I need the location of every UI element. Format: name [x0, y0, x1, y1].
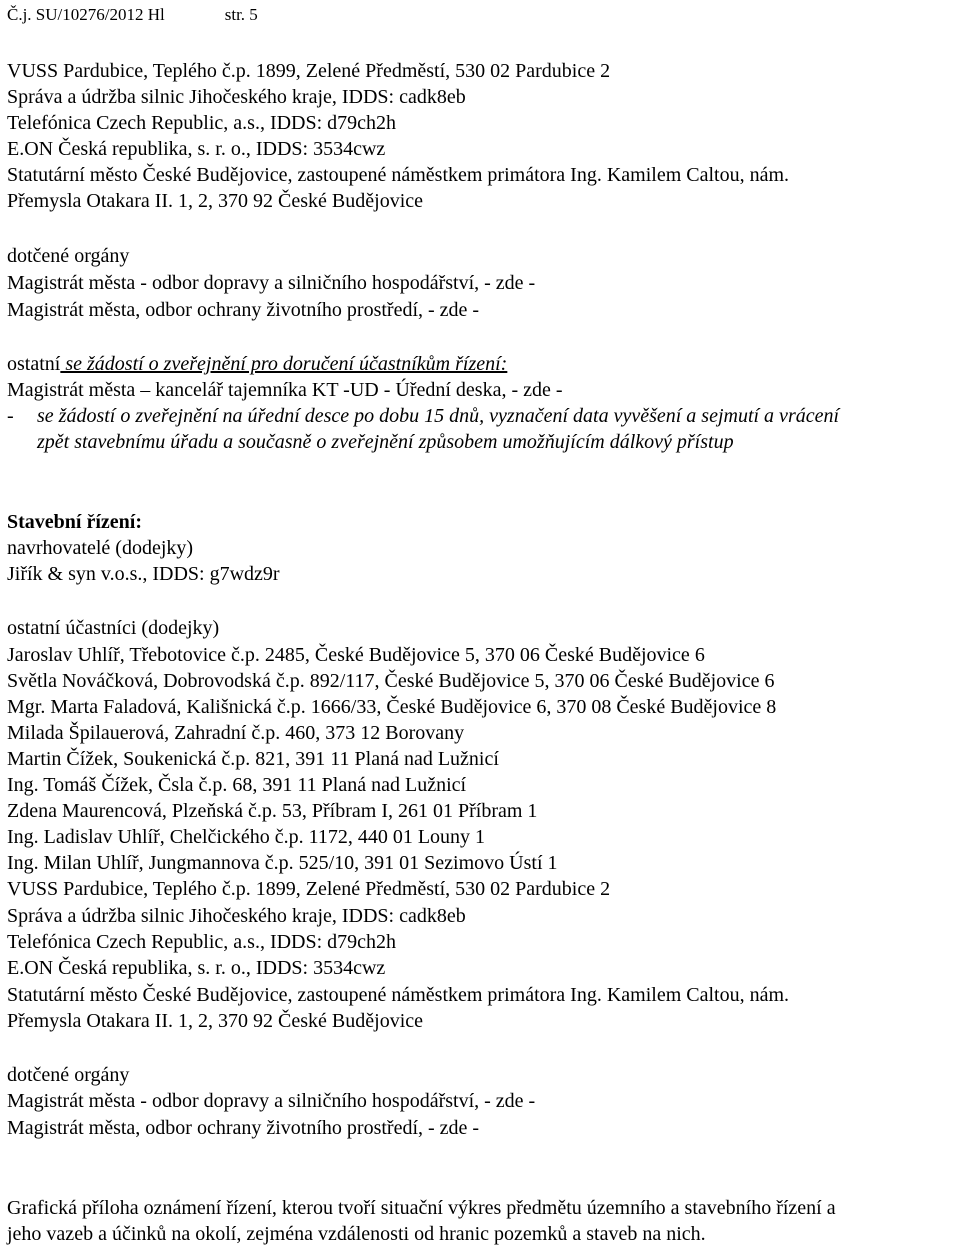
- participant-line: Milada Špilauerová, Zahradní č.p. 460, 373 12 Borovany: [7, 722, 465, 744]
- authority-line: Magistrát města - odbor dopravy a silničního hospodářství, - zde -: [7, 272, 536, 294]
- recipient-line: Statutární město České Budějovice, zastoupené náměstkem primátora Ing. Kamilem Caltou, nám.: [7, 164, 790, 186]
- request-text: se žádostí o zveřejnění na úřední desce po dobu 15 dnů, vyznačení data vyvěšení a sejmutí a vrácení: [37, 405, 840, 427]
- participant-line: Správa a údržba silnic Jihočeského kraje, IDDS: cadk8eb: [7, 905, 466, 927]
- participant-line: Statutární město České Budějovice, zastoupené náměstkem primátora Ing. Kamilem Caltou, nám.: [7, 984, 790, 1006]
- request-line: [7, 403, 839, 429]
- recipient-line: Přemysla Otakara II. 1, 2, 370 92 České Budějovice: [7, 190, 424, 212]
- attachment-paragraph-line: Grafická příloha oznámení řízení, kterou tvoří situační výkres předmětu územního a stavebního řízení a: [7, 1197, 836, 1219]
- publication-lead: [7, 351, 507, 377]
- section-heading: dotčené orgány: [7, 245, 130, 267]
- section-heading: dotčené orgány: [7, 1064, 130, 1086]
- participant-line: Jaroslav Uhlíř, Třebotovice č.p. 2485, České Budějovice 5, 370 06 České Budějovice 6: [7, 644, 705, 666]
- publication-lead-plain: ostatní: [7, 353, 61, 375]
- others-heading: ostatní účastníci (dodejky): [7, 617, 220, 639]
- participant-line: Zdena Maurencová, Plzeňská č.p. 53, Příbram I, 261 01 Příbram 1: [7, 800, 538, 822]
- applicants-heading: navrhovatelé (dodejky): [7, 537, 194, 559]
- participant-line: Světla Nováčková, Dobrovodská č.p. 892/117, České Budějovice 5, 370 06 České Budějovice 6: [7, 670, 775, 692]
- participant-line: Martin Čížek, Soukenická č.p. 821, 391 11 Planá nad Lužnicí: [7, 748, 499, 770]
- participant-line: Ing. Milan Uhlíř, Jungmannova č.p. 525/10, 391 01 Sezimovo Ústí 1: [7, 852, 558, 874]
- participant-line: Přemysla Otakara II. 1, 2, 370 92 České Budějovice: [7, 1010, 424, 1032]
- applicant-line: Jiřík & syn v.o.s., IDDS: g7wdz9r: [7, 563, 280, 585]
- recipient-line: Správa a údržba silnic Jihočeského kraje, IDDS: cadk8eb: [7, 86, 466, 108]
- office-line: Magistrát města – kancelář tajemníka KT -UD - Úřední deska, - zde -: [7, 379, 563, 401]
- page-number: str. 5: [224, 5, 258, 24]
- building-procedure-heading: Stavební řízení:: [7, 511, 142, 533]
- authority-line: Magistrát města - odbor dopravy a silničního hospodářství, - zde -: [7, 1090, 536, 1112]
- authority-line: Magistrát města, odbor ochrany životního prostředí, - zde -: [7, 299, 480, 321]
- publication-lead-underlined: se žádostí o zveřejnění pro doručení účastníkům řízení:: [60, 353, 508, 375]
- participant-line: E.ON Česká republika, s. r. o., IDDS: 3534cwz: [7, 957, 386, 979]
- page-header: [7, 2, 258, 28]
- attachment-paragraph-line: jeho vazeb a účinků na okolí, zejména vzdálenosti od hranic pozemků a staveb na nich.: [7, 1223, 706, 1245]
- participant-line: Ing. Ladislav Uhlíř, Chelčického č.p. 1172, 440 01 Louny 1: [7, 826, 486, 848]
- recipient-line: E.ON Česká republika, s. r. o., IDDS: 3534cwz: [7, 138, 386, 160]
- list-dash: -: [7, 405, 14, 427]
- participant-line: Telefónica Czech Republic, a.s., IDDS: d79ch2h: [7, 931, 397, 953]
- authority-line: Magistrát města, odbor ochrany životního prostředí, - zde -: [7, 1117, 480, 1139]
- participant-line: Ing. Tomáš Čížek, Čsla č.p. 68, 391 11 Planá nad Lužnicí: [7, 774, 467, 796]
- participant-line: Mgr. Marta Faladová, Kališnická č.p. 1666/33, České Budějovice 6, 370 08 České Budějovice 8: [7, 696, 777, 718]
- reference-number: Č.j. SU/10276/2012 Hl: [7, 5, 165, 24]
- recipient-line: VUSS Pardubice, Teplého č.p. 1899, Zelené Předměstí, 530 02 Pardubice 2: [7, 60, 611, 82]
- recipient-line: Telefónica Czech Republic, a.s., IDDS: d79ch2h: [7, 112, 397, 134]
- request-line-continuation: zpět stavebnímu úřadu a současně o zveřejnění způsobem umožňujícím dálkový přístup: [37, 431, 734, 453]
- participant-line: VUSS Pardubice, Teplého č.p. 1899, Zelené Předměstí, 530 02 Pardubice 2: [7, 878, 611, 900]
